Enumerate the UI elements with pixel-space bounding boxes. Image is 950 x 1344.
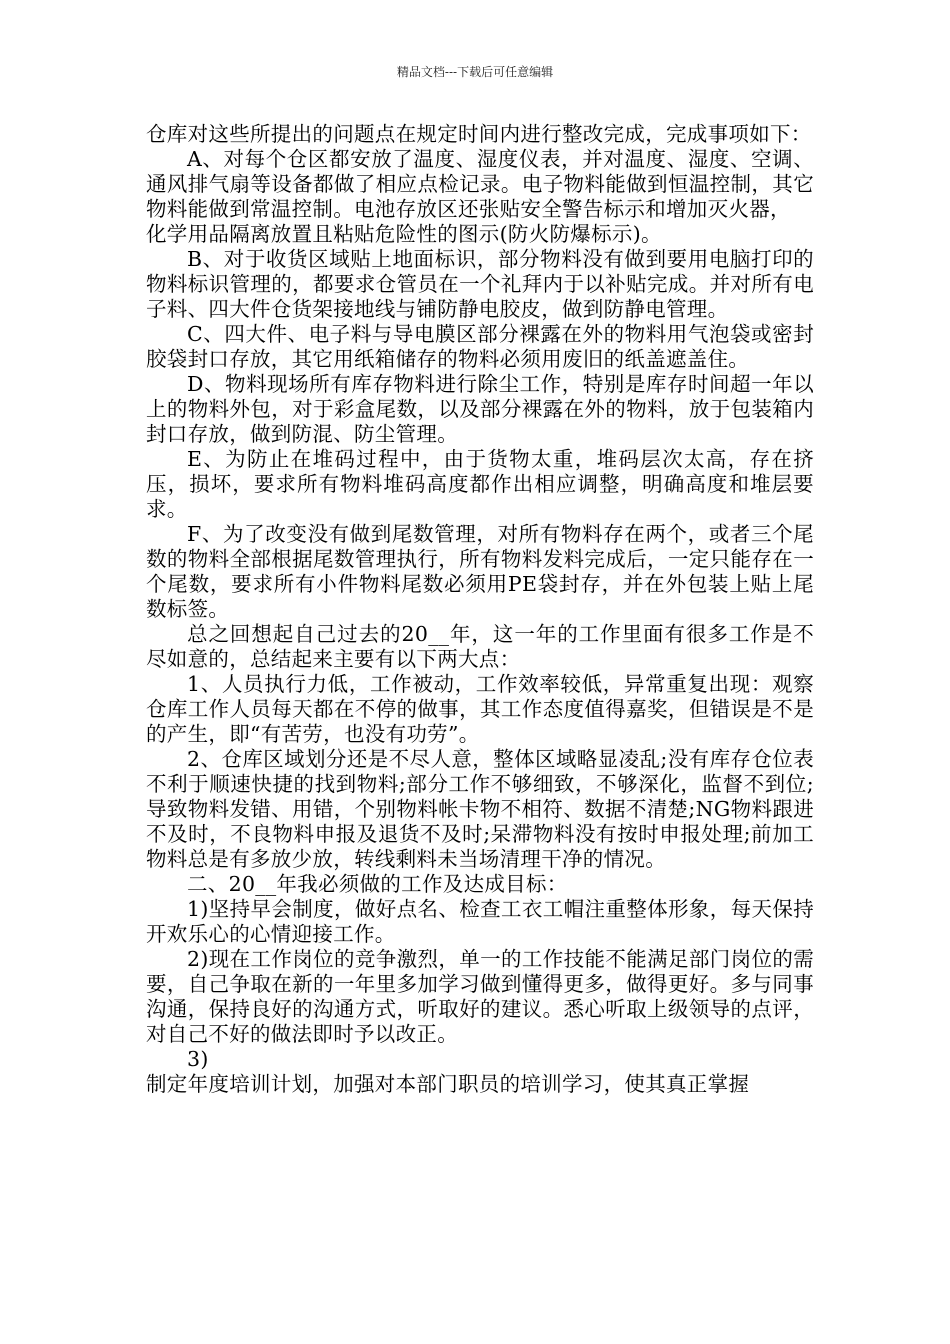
paragraph-item-d: D、物料现场所有库存物料进行除尘工作，特别是库存时间超一年以上的物料外包，对于彩盒尾数，以及部分裸露在外的物料，放于包装箱内封口存放，做到防混、防尘管理。 <box>146 372 814 446</box>
paragraph-goal-3-label: 3) <box>187 1047 209 1071</box>
paragraph-item-a: A、对每个仓区都安放了温度、湿度仪表，并对温度、湿度、空调、通风排气扇等设备都做了相应点检记录。电子物料能做到恒温控制，其它物料能做到常温控制。电池存放区还张贴安全警告标示和增加灭火器， <box>146 147 814 221</box>
paragraph-goal-1: 1)坚持早会制度，做好点名、检查工衣工帽注重整体形象，每天保持开欢乐心的心情迎接工作。 <box>146 897 814 946</box>
paragraph-item-c: C、四大件、电子料与导电膜区部分裸露在外的物料用气泡袋或密封胶袋封口存放，其它用纸箱储存的物料必须用废旧的纸盖遮盖住。 <box>146 322 814 371</box>
paragraph-point-2: 2、仓库区域划分还是不尽人意，整体区域略显凌乱;没有库存仓位表不利于顺速快捷的找到物料;部分工作不够细致，不够深化，监督不到位;导致物料发错、用错，个别物料帐卡物不相符、数据不清楚;NG物料跟进不及时，不良物料申报及退货不及时;呆滞物料没有按时申报处理;前加工物料总是有多放少放，转线剩料未当场清理干净的情况。 <box>146 747 814 871</box>
paragraph-item-e: E、为防止在堆码过程中，由于货物太重，堆码层次太高，存在挤压，损坏，要求所有物料堆码高度都作出相应调整，明确高度和堆层要求。 <box>146 447 814 521</box>
page-header: 精品文档---下载后可任意编辑 <box>396 65 554 79</box>
paragraph-item-b: B、对于收货区域贴上地面标识，部分物料没有做到要用电脑打印的物料标识管理的，都要求仓管员在一个礼拜内于以补贴完成。并对所有电子料、四大件仓货架接地线与铺防静电胶皮，做到防静电管理。 <box>146 247 814 321</box>
section-heading-goals: 二、20__年我必须做的工作及达成目标： <box>187 872 568 896</box>
paragraph-goal-2: 2)现在工作岗位的竞争激烈，单一的工作技能不能满足部门岗位的需要，自己争取在新的一年里多加学习做到懂得更多，做得更好。多与同事沟通，保持良好的沟通方式，听取好的建议。悉心听取上级领导的点评，对自己不好的做法即时予以改正。 <box>146 947 814 1046</box>
paragraph-item-f: F、为了改变没有做到尾数管理，对所有物料存在两个，或者三个尾数的物料全部根据尾数管理执行，所有物料发料完成后，一定只能存在一个尾数，要求所有小件物料尾数必须用PE袋封存，并在外包装上贴上尾数标签。 <box>146 522 814 621</box>
document-body <box>146 122 814 1097</box>
paragraph-intro: 仓库对这些所提出的问题点在规定时间内进行整改完成，完成事项如下： <box>146 122 812 146</box>
paragraph-item-a-continued: 化学用品隔离放置且粘贴危险性的图示(防火防爆标示)。 <box>146 222 662 246</box>
paragraph-summary: 总之回想起自己过去的20__年，这一年的工作里面有很多工作是不尽如意的，总结起来主要有以下两大点： <box>146 622 814 671</box>
paragraph-goal-3: 制定年度培训计划，加强对本部门职员的培训学习，使其真正掌握 <box>146 1072 750 1096</box>
paragraph-point-1: 1、人员执行力低，工作被动，工作效率较低，异常重复出现：观察仓库工作人员每天都在不停的做事，其工作态度值得嘉奖，但错误是不是的产生，即“有苦劳，也没有功劳”。 <box>146 672 814 746</box>
